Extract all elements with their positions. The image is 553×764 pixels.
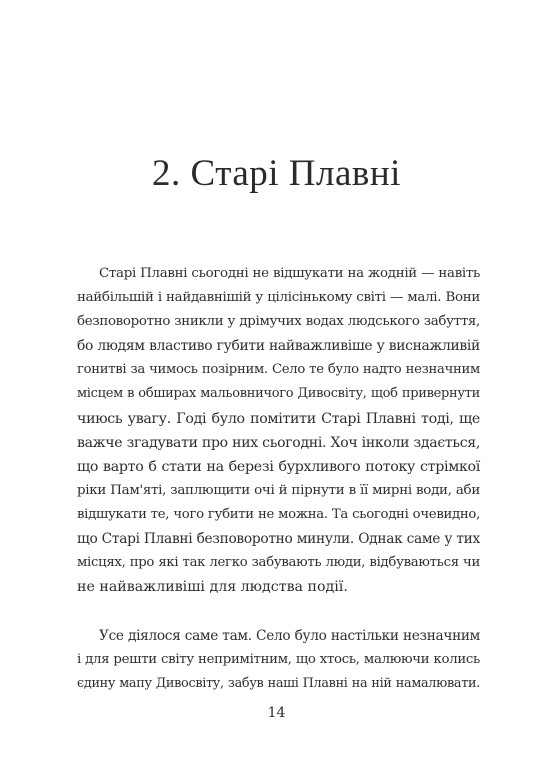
chapter-title: 2. Старі Плавні	[152, 153, 401, 194]
text-line: найбільшій і найдавнішій у цілісінькому світі — малі. Вони	[77, 290, 480, 306]
text-line: місцях, про які так легко забувають люди, відбуваються чи	[77, 555, 480, 571]
text-line: бо людям властиво губити найважливіше у виснажливій	[77, 338, 480, 355]
paragraph-1	[77, 262, 480, 599]
text-line: Старі Плавні сьогодні не відшукати на жодній — навіть	[99, 266, 480, 281]
text-line: і для решти світу непримітним, що хтось, малюючи колись	[77, 651, 480, 667]
text-line: відшукати те, чого губити не можна. Та сьогодні очевидно,	[77, 506, 480, 522]
text-line: ріки Пам'яті, заплющити очі й пірнути в її мирні води, аби	[77, 482, 480, 498]
page-number: 14	[267, 705, 286, 721]
paragraph-2	[77, 624, 480, 696]
text-line: не найважливіші для людства події.	[77, 579, 348, 596]
text-line: що Старі Плавні безповоротно минули. Однак саме у тих	[77, 531, 480, 548]
text-line: Усе діялося саме там. Село було настільки незначним	[99, 627, 480, 644]
text-line: єдину мапу Дивосвіту, забув наші Плавні на ній намалювати.	[77, 676, 480, 691]
text-line: важче згадувати про них сьогодні. Хоч інколи здається,	[77, 434, 480, 451]
text-line: гонитві за чимось позірним. Село те було надто незначним	[77, 362, 480, 378]
text-line: безповоротно зникли у дрімучих водах людського забуття,	[77, 314, 480, 330]
text-line: чиюсь увагу. Годі було помітити Старі Плавні тоді, ще	[77, 410, 480, 427]
text-line: місцем в обширах мальовничого Дивосвіту, щоб привернути	[77, 386, 480, 402]
text-line: що варто б стати на березі бурхливого потоку стрімкої	[77, 458, 480, 475]
chapter-body	[77, 262, 480, 696]
